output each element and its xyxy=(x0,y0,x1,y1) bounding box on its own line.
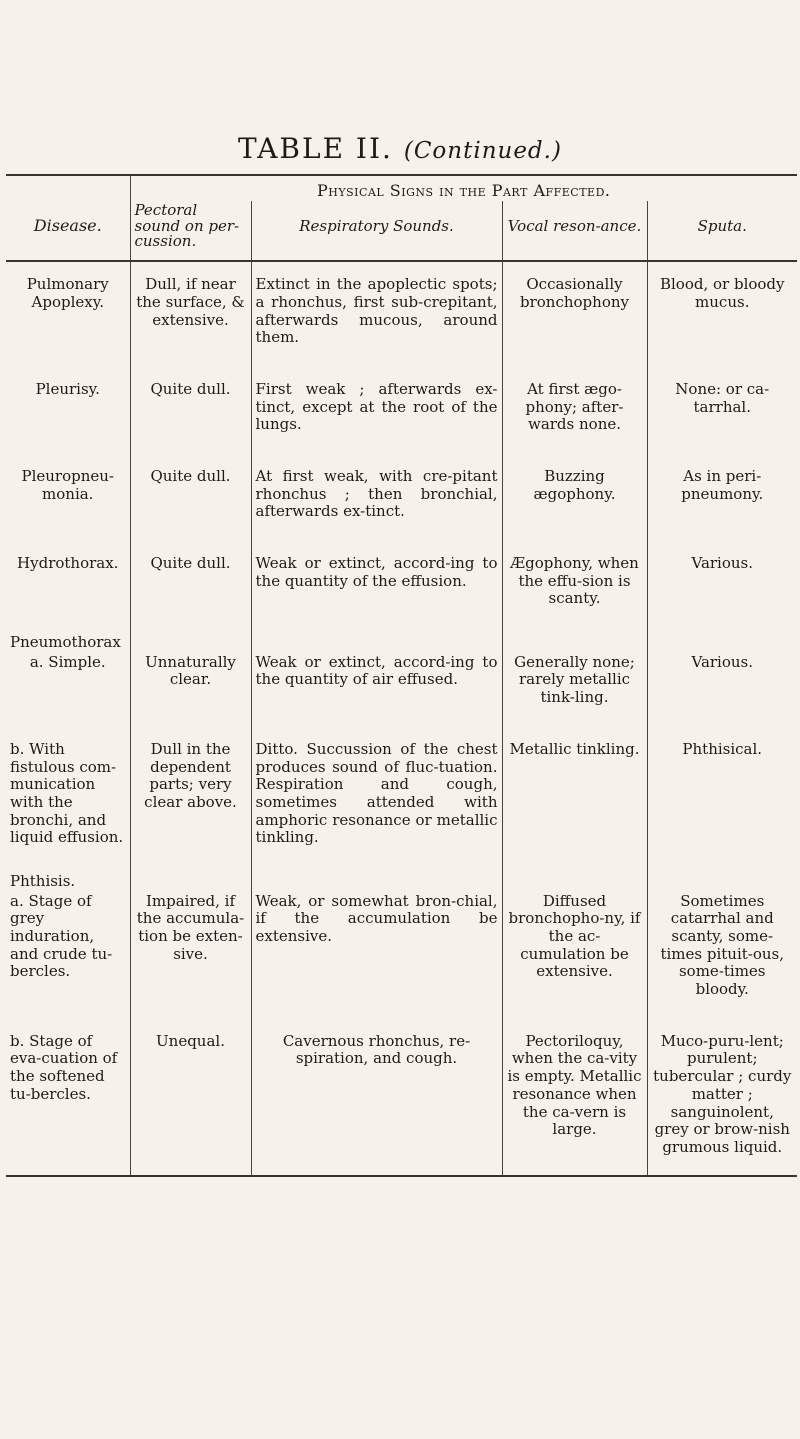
empty-cell xyxy=(251,626,502,654)
table-group-row xyxy=(6,865,797,893)
cell-respiratory: First weak ; afterwards ex-tinct, except at the root of the lungs. xyxy=(251,365,502,452)
cell-disease: a. Stage of grey induration, and crude tu-bercles. xyxy=(10,891,113,981)
column-header-percussion: Pectoral sound on per-cussion. xyxy=(130,201,251,261)
column-header-disease: Disease. xyxy=(6,201,130,261)
table-corner xyxy=(6,176,130,201)
cell-sputa: Muco-puru-lent; purulent; tubercular ; curdy matter ; sanguinolent, grey or brow-nish grumous liquid. xyxy=(647,1017,797,1175)
cell-sputa: Various. xyxy=(647,539,797,626)
cell-disease: Pleurisy. xyxy=(35,379,100,398)
column-header-sputa: Sputa. xyxy=(647,201,797,261)
cell-respiratory: Extinct in the apoplectic spots; a rhonchus, first sub-crepitant, afterwards mucous, around them. xyxy=(251,261,502,365)
cell-disease: Hydrothorax. xyxy=(17,554,119,572)
empty-cell xyxy=(130,865,251,893)
column-header-vocal: Vocal reson-ance. xyxy=(502,201,647,261)
cell-sputa: Various. xyxy=(647,654,797,725)
page-title xyxy=(0,132,800,165)
cell-sputa: As in peri-pneumony. xyxy=(647,452,797,539)
empty-cell xyxy=(647,865,797,893)
cell-respiratory: Weak, or somewhat bron-chial, if the accumulation be extensive. xyxy=(251,893,502,1017)
cell-vocal: At first ægo-phony; after-wards none. xyxy=(502,365,647,452)
title-continued: (Continued.) xyxy=(403,138,562,164)
table-row xyxy=(6,452,797,539)
cell-percussion: Unnaturally clear. xyxy=(130,654,251,725)
cell-disease: b. Stage of eva-cuation of the softened tu-bercles. xyxy=(10,1031,118,1103)
table-row xyxy=(6,1017,797,1175)
cell-percussion: Impaired, if the accumula-tion be exten-sive. xyxy=(130,893,251,1017)
cell-sputa: Phthisical. xyxy=(647,725,797,865)
cell-percussion: Quite dull. xyxy=(130,539,251,626)
empty-cell xyxy=(647,626,797,654)
cell-vocal: Pectoriloquy, when the ca-vity is empty. Metallic resonance when the ca-vern is large. xyxy=(502,1017,647,1175)
cell-respiratory: Weak or extinct, accord-ing to the quantity of air effused. xyxy=(251,654,502,725)
cell-percussion: Dull, if near the surface, & extensive. xyxy=(130,261,251,365)
cell-percussion: Quite dull. xyxy=(130,452,251,539)
table-row xyxy=(6,893,797,1017)
title-main: TABLE II. xyxy=(238,132,393,165)
cell-sputa: Sometimes catarrhal and scanty, some-times pituit-ous, some-times bloody. xyxy=(647,893,797,1017)
cell-respiratory: At first weak, with cre-pitant rhonchus ; then bronchial, afterwards ex-tinct. xyxy=(251,452,502,539)
table-group-row xyxy=(6,626,797,654)
cell-respiratory: Ditto. Succussion of the chest produces sound of fluc-tuation. Respiration and cough, sometimes attended with amphoric resonance or metallic tinkling. xyxy=(251,725,502,865)
cell-vocal: Generally none; rarely metallic tink-ling. xyxy=(502,654,647,725)
table-row xyxy=(6,725,797,865)
cell-disease: b. With fistulous com-munication with the bronchi, and liquid effusion. xyxy=(10,739,124,847)
table-row xyxy=(6,365,797,452)
cell-disease: a. Simple. xyxy=(29,652,106,671)
cell-vocal: Diffused bronchopho-ny, if the ac-cumulation be extensive. xyxy=(502,893,647,1017)
cell-vocal: Metallic tinkling. xyxy=(502,725,647,865)
group-label-phthisis: Phthisis. xyxy=(10,871,76,890)
cell-sputa: Blood, or bloody mucus. xyxy=(647,261,797,365)
group-label-pneumothorax: Pneumothorax xyxy=(10,633,121,652)
cell-respiratory: Weak or extinct, accord-ing to the quantity of the effusion. xyxy=(251,539,502,626)
table-row xyxy=(6,539,797,626)
physical-signs-table xyxy=(6,176,797,1175)
super-header: Physical Signs in the Part Affected. xyxy=(130,176,797,201)
empty-cell xyxy=(130,626,251,654)
cell-vocal: Buzzing ægophony. xyxy=(502,452,647,539)
cell-vocal: Occasionally bronchophony xyxy=(502,261,647,365)
cell-disease: Pleuropneu-monia. xyxy=(21,466,114,503)
cell-percussion: Dull in the dependent parts; very clear above. xyxy=(130,725,251,865)
empty-cell xyxy=(502,865,647,893)
table-row xyxy=(6,654,797,725)
cell-sputa: None: or ca-tarrhal. xyxy=(647,365,797,452)
table-container xyxy=(6,174,797,1177)
empty-cell xyxy=(502,626,647,654)
column-header-respiratory: Respiratory Sounds. xyxy=(251,201,502,261)
cell-percussion: Quite dull. xyxy=(130,365,251,452)
cell-percussion: Unequal. xyxy=(130,1017,251,1175)
cell-vocal: Ægophony, when the effu-sion is scanty. xyxy=(502,539,647,626)
cell-respiratory: Cavernous rhonchus, re-spiration, and cough. xyxy=(251,1017,502,1175)
table-row xyxy=(6,261,797,365)
cell-disease: Pulmonary Apoplexy. xyxy=(26,275,109,311)
empty-cell xyxy=(251,865,502,893)
